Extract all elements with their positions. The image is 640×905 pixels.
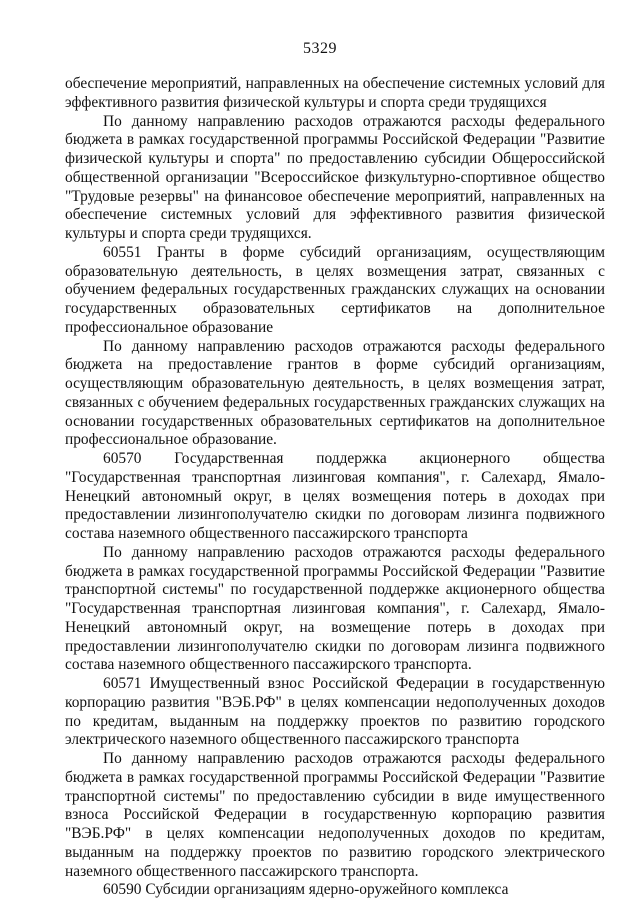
- paragraph-code-60551: 60551 Гранты в форме субсидий организациям, осуществляющим образовательную деятельность, в целях возмещения затрат, связанных с обучением федеральных государственных гражданских служащих на основании государственных образовательных сертификатов на дополнительное профессиональное образование: [65, 243, 605, 336]
- paragraph-description: По данному направлению расходов отражаются расходы федерального бюджета в рамках государственной программы Российской Федерации "Развитие транспортной системы" по государственной поддержке акционерного общества "Государственная транспортная лизинговая компания", г. Салехард, Ямало-Ненецкий автономный округ, на возмещение потерь в доходах при предоставлении лизингополучателю скидки по договорам лизинга подвижного состава наземного общественного пассажирского транспорта.: [65, 543, 605, 674]
- paragraph-description: По данному направлению расходов отражаются расходы федерального бюджета в рамках государственной программы Российской Федерации "Развитие транспортной системы" по предоставлению субсидии в виде имущественного взноса Российской Федерации в государственную корпорацию развития "ВЭБ.РФ" в целях компенсации недополученных доходов по кредитам, выданным на поддержку проектов по развитию городского электрического наземного общественного пассажирского транспорта.: [65, 750, 605, 880]
- document-body: [65, 75, 605, 900]
- paragraph-description: По данному направлению расходов отражаются расходы федерального бюджета на предоставление грантов в форме субсидий организациям, осуществляющим образовательную деятельность, в целях возмещения затрат, связанных с обучением федеральных государственных гражданских служащих на основании государственных образовательных сертификатов на дополнительное профессиональное образование.: [65, 337, 605, 449]
- paragraph-description: По данному направлению расходов отражаются расходы федерального бюджета в рамках государственной программы Российской Федерации "Развитие физической культуры и спорта" по предоставлению субсидии Общероссийской общественной организации "Всероссийское физкультурно-спортивное общество "Трудовые резервы" на финансовое обеспечение мероприятий, направленных на обеспечение системных условий для эффективного развития физической культуры и спорта среди трудящихся.: [65, 112, 605, 242]
- paragraph-continuation: обеспечение мероприятий, направленных на обеспечение системных условий для эффективного развития физической культуры и спорта среди трудящихся: [65, 75, 605, 111]
- page-number: 5329: [303, 40, 337, 57]
- paragraph-code-60571: 60571 Имущественный взнос Российской Федерации в государственную корпорацию развития "ВЭБ.РФ" в целях компенсации недополученных доходов по кредитам, выданным на поддержку проектов по развитию городского электрического наземного общественного пассажирского транспорта: [65, 675, 605, 749]
- paragraph-code-60570: 60570 Государственная поддержка акционерного общества "Государственная транспортная лизинговая компания", г. Салехард, Ямало-Ненецкий автономный округ, в целях возмещения потерь в доходах при предоставлении лизингополучателю скидки по договорам лизинга подвижного состава наземного общественного пассажирского транспорта: [65, 450, 605, 542]
- paragraph-code-60590: 60590 Субсидии организациям ядерно-оружейного комплекса: [103, 881, 509, 899]
